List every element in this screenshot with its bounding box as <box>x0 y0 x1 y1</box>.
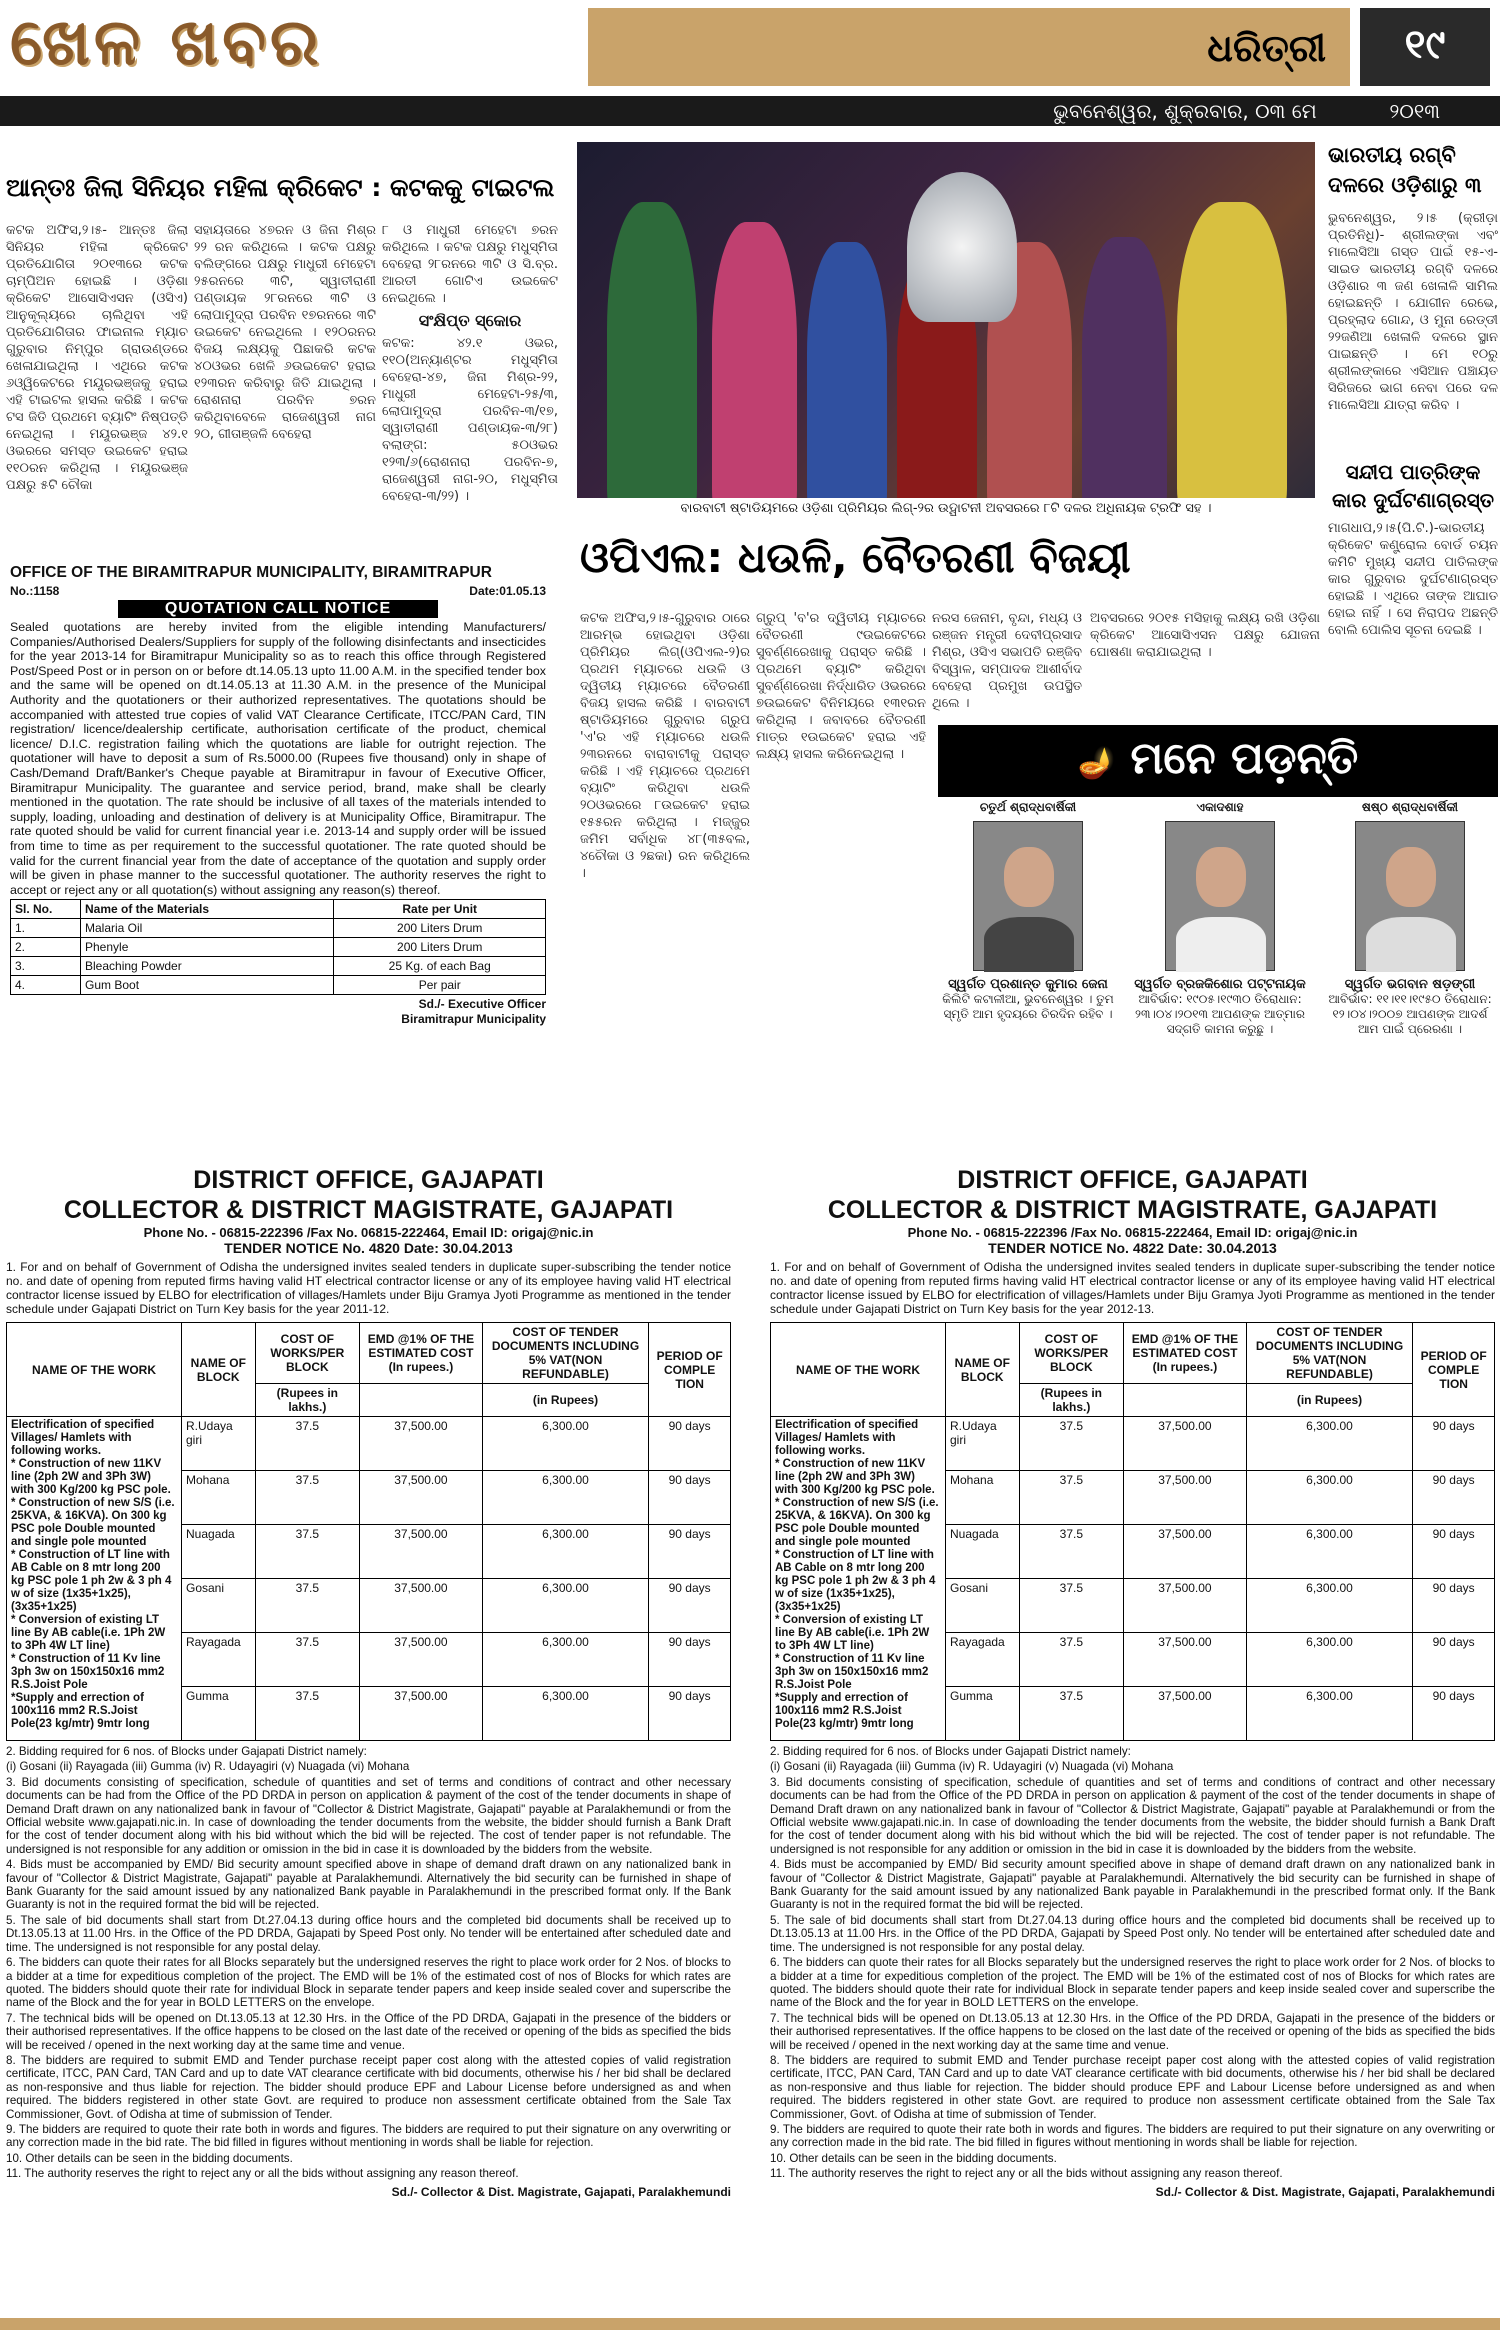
cell: 2. <box>11 938 81 957</box>
portrait-3 <box>1355 821 1465 971</box>
opl-trophy-photo <box>577 142 1315 520</box>
emd-value: 37,500.00 <box>1124 1687 1247 1741</box>
period-value: 90 days <box>1413 1471 1495 1525</box>
tender-notice-right <box>770 1165 1495 2315</box>
period-value: 90 days <box>1413 1525 1495 1579</box>
cell: Malaria Oil <box>81 919 334 938</box>
cost-value: 37.5 <box>1019 1471 1124 1525</box>
doc-cost-value: 6,300.00 <box>1246 1417 1413 1471</box>
emd-value: 37,500.00 <box>360 1633 483 1687</box>
obit-2-body: ଆବିର୍ଭାବ: ୧୯୦୫।୧୯୩୦ ତିରୋଧାନ: ୨୩।୦୪।୨୦୧୩ ଆପଣଙ୍କ ଆତ୍ମାର ସଦ୍‌ଗତି କାମନା କରୁଛୁ । <box>1134 992 1305 1036</box>
doc-cost-value: 6,300.00 <box>1246 1687 1413 1741</box>
rugby-headline: ଭାରତୀୟ ରଗ୍‌ବି ଦଳରେ ଓଡ଼ିଶାରୁ ୩ <box>1328 143 1482 197</box>
accident-headline: ସନ୍ଦୀପ ପାତ୍ରିଙ୍କ କାର ଦୁର୍ଘଟଣାଗ୍ରସ୍ତ <box>1331 460 1495 512</box>
cost-value: 37.5 <box>255 1687 360 1741</box>
quotation-call-notice: QUOTATION CALL NOTICE <box>118 600 438 618</box>
memorial-title: ମନେ ପଡ଼ନ୍ତି <box>1130 733 1359 784</box>
section-brand: ଖେଳ ଖବର <box>10 6 323 80</box>
doc-cost-value: 6,300.00 <box>482 1687 649 1741</box>
tender-intro: 1. For and on behalf of Government of Odisha the undersigned invites sealed tenders in duplicate super-subscribing the tender notice no. and date of opening from reputed firms having valid HT electrical contractor license or any of its employee having valid HT electrical contractor license issued by ELBO for electrification of villages/Hamlets under Biju Gramya Jyoti Programme as mentioned in the tender schedule under Gajapati District on Turn Key basis for the year 2012-13. <box>770 1260 1495 1316</box>
tender-clause: (i) Gosani (ii) Rayagada (iii) Gumma (iv) R. Udayagiri (v) Nuagada (vi) Mohana <box>770 1760 1174 1774</box>
cell: Phenyle <box>81 938 334 957</box>
tender-clause: 11. The authority reserves the right to reject any or all the bids without assigning any reason thereof. <box>770 2167 1283 2181</box>
tender-clause: 9. The bidders are required to quote their rate both in words and figures. The bidders are required to put their signature on any overwriting or any correction made in the bid rate. The bid filled in figures without mentioning in words shall be liable for rejection. <box>6 2122 731 2150</box>
th-work: NAME OF THE WORK <box>7 1323 182 1417</box>
tender-clauses <box>6 1745 731 2181</box>
tender-table <box>770 1322 1495 1741</box>
period-value: 90 days <box>1413 1417 1495 1471</box>
cost-value: 37.5 <box>1019 1687 1124 1741</box>
tender-clause: 3. Bid documents consisting of specification, schedule of quantities and set of terms and conditions of contract and other necessary documents can be had from the Office of the PD DRDA in person on application & payment of the cost of the tender documents in shape of Demand Draft drawn on any nationalized bank in favour of "Collector & District Magistrate, Gajapati" payable at Paralakhemundi or from the Official website www.gajapati.nic.in. In case of downloading the tender documents from the website, the bidder should furnish a Bank Draft for the cost of tender document along with his bid without which the bid will be rejected. The cost of tender paper is not refundable. The undersigned is not responsible for any addition or omission in the bid in case it is downloaded by the bidders from the website. <box>6 1775 731 1856</box>
masthead <box>0 0 1500 102</box>
quotation-body: Sealed quotations are hereby invited from the eligible intending Manufacturers/ Companies/Authorised Dealers/Suppliers for supply of the following disinfectants and insecticides for the year 2013-14 for Biramitrapur Municipality so as to reach this office through Registered Post/Speed Post or in person on or before dt.14.05.13 upto 11.00 A.M. in the specified tender box and the same will be opened on dt.14.05.13 at 11.30 A.M. in the presence of the Municipal Authority and the quotationers or their authorized representatives. The quotations should be accompanied with attested true copies of valid VAT Clearance Certificate, ITCC/PAN Card, TIN registration/ licence/dealership certificate, authorisation certificate of the product, chemical licence/ D.I.C. registration failing which the quotations are liable for outright rejection. The quotationer will have to deposit a sum of Rs.5000.00 (Rupees five thousand) only in shape of Cash/Demand Draft/Banker's Cheque payable at Biramitrapur in favour of Executive Officer, Biramitrapur Municipality. The guarantee and service period, brand, make shall be clearly mentioned in the quotation. The rate should be inclusive of all taxes of the materials intended to supply, loading, unloading and destination of delivery is at Municipality Office, Biramitrapur. The rate quoted should be valid for current financial year i.e. 2013-14 and supply order will be issued from time to time as per requirement to the successful quotationer. The rate quoted should be valid for the current financial year from the date of acceptance of the quotation and supply order will be given in phase manner to the successful quotationer. The authority reserves the right to accept or reject any or all quotation(s) without assigning any reason(s) thereof. <box>10 620 546 897</box>
th-material: Name of the Materials <box>81 900 334 919</box>
cricket-headline: ଆନ୍ତଃ ଜିଲା ସିନିୟର ମହିଳା କ୍ରିକେଟ : କଟକକୁ ଟାଇଟଲ <box>6 173 555 202</box>
tender-intro: 1. For and on behalf of Government of Odisha the undersigned invites sealed tenders in duplicate super-subscribing the tender notice no. and date of opening from reputed firms having valid HT electrical contractor license or any of its employee having valid HT electrical contractor license issued by ELBO for electrification of villages/Hamlets under Biju Gramya Jyoti Programme as mentioned in the tender schedule under Gajapati District on Turn Key basis for the year 2011-12. <box>6 1260 731 1316</box>
obit-3-tag: ଷଷ୍ଠ ଶ୍ରାଦ୍ଧବାର୍ଷିକୀ <box>1361 800 1458 814</box>
block-name: Gosani <box>946 1579 1020 1633</box>
block-name: Nuagada <box>946 1525 1020 1579</box>
th-work: NAME OF THE WORK <box>771 1323 946 1417</box>
table-row <box>11 976 546 995</box>
period-value: 90 days <box>649 1471 731 1525</box>
period-value: 90 days <box>1413 1633 1495 1687</box>
tender-signature: Sd./- Collector & Dist. Magistrate, Gajapati, Paralakhemundi <box>391 2184 731 2199</box>
cell: Per pair <box>334 976 546 995</box>
tender-clause: 11. The authority reserves the right to reject any or all the bids without assigning any reason thereof. <box>6 2167 519 2181</box>
table-row <box>11 919 546 938</box>
tender-clause: 10. Other details can be seen in the bidding documents. <box>770 2151 1057 2165</box>
obituary-2 <box>1130 800 1310 1150</box>
tender-clause: 9. The bidders are required to quote their rate both in words and figures. The bidders are required to put their signature on any overwriting or any correction made in the bid rate. The bid filled in figures without mentioning in words shall be liable for rejection. <box>770 2122 1495 2150</box>
tender-authority: COLLECTOR & DISTRICT MAGISTRATE, GAJAPATI <box>827 1196 1438 1224</box>
materials-table <box>10 899 546 995</box>
block-name: Mohana <box>182 1471 256 1525</box>
municipality-title: OFFICE OF THE BIRAMITRAPUR MUNICIPALITY, BIRAMITRAPUR <box>10 564 492 581</box>
emd-value: 37,500.00 <box>360 1525 483 1579</box>
portrait-2 <box>1165 821 1275 971</box>
cost-value: 37.5 <box>1019 1417 1124 1471</box>
block-name: Rayagada <box>182 1633 256 1687</box>
cost-value: 37.5 <box>255 1417 360 1471</box>
tender-clause: 6. The bidders can quote their rates for all Blocks separately but the undersigned reserves the right to place work order for 2 Nos. of blocks to a bidder at a time for expeditious completion of the project. The EMD will be 1% of the estimated cost of nos of Blocks for which rates are quoted. The bidders should quote their rate for individual Block in separate tender papers and keep inside sealed cover and superscribe the name of the Block and the for year in BOLD LETTERS on the envelope. <box>770 1956 1495 2010</box>
tender-clause: 6. The bidders can quote their rates for all Blocks separately but the undersigned reserves the right to place work order for 2 Nos. of blocks to a bidder at a time for expeditious completion of the project. The EMD will be 1% of the estimated cost of nos of Blocks for which rates are quoted. The bidders should quote their rate for individual Block in separate tender papers and keep inside sealed cover and superscribe the name of the Block and the for year in BOLD LETTERS on the envelope. <box>6 1956 731 2010</box>
table-row <box>11 938 546 957</box>
accident-body: ମାଗଧାପ,୨।୫(ପି.ଟି.)-ଭାରତୀୟ କ୍ରିକେଟ କଣ୍ଟ୍ରୋଲ ବୋର୍ଡ ଚୟନ କମିଟି ମୁଖ୍ୟ ସନ୍ଦୀପ ପାତିଲଙ୍କ କାର ଗୁରୁବାର ଦୁର୍ଘଟଣାଗ୍ରସ୍ତ ହୋଇଛି । ଏଥିରେ ତାଙ୍କ ଆଘାତ ହୋଇ ନାହିଁ । ସେ ନିରାପଦ ଅଛନ୍ତି ବୋଲି ପୋଲିସ ସୂଚନା ଦେଇଛି । <box>1328 521 1498 638</box>
emd-value: 37,500.00 <box>1124 1471 1247 1525</box>
period-value: 90 days <box>649 1633 731 1687</box>
emd-value: 37,500.00 <box>360 1687 483 1741</box>
tender-clause: 10. Other details can be seen in the bidding documents. <box>6 2151 293 2165</box>
th-block: NAME OF BLOCK <box>182 1323 256 1417</box>
obit-1-body: କିଲିଟି କଟାଳୀଆ, ଭୁବନେଶ୍ୱର । ତୁମ ସ୍ମୃତି ଆମ ହୃଦୟରେ ଚିରଦିନ ରହିବ । <box>942 992 1114 1021</box>
cost-value: 37.5 <box>1019 1633 1124 1687</box>
tender-signature: Sd./- Collector & Dist. Magistrate, Gajapati, Paralakhemundi <box>1155 2184 1495 2199</box>
cell: 3. <box>11 957 81 976</box>
cell: Bleaching Powder <box>81 957 334 976</box>
obit-3-body: ଆବିର୍ଭାବ: ୧୧।୧୧।୧୯୫୦ ତିରୋଧାନ: ୧୨।୦୪।୨୦୦୭ ଆପଣଙ୍କ ଆଦର୍ଶ ଆମ ପାଇଁ ପ୍ରେରଣା । <box>1328 992 1492 1036</box>
cell: Gum Boot <box>81 976 334 995</box>
doc-cost-value: 6,300.00 <box>482 1417 649 1471</box>
doc-cost-value: 6,300.00 <box>482 1633 649 1687</box>
cell: 4. <box>11 976 81 995</box>
tender-clause: 4. Bids must be accompanied by EMD/ Bid security amount specified above in shape of demand draft drawn on any nationalized bank in favour of "Collector & District Magistrate, Gajapati" payable at Paralakhemundi. Alternatively the bid security can be furnished in shape of Bank Guaranty for the said amount issued by any nationalized Bank payable in Paralakhemundi in the prescribed format only. If the Bank Guaranty is not in the required format the bid will be rejected. <box>6 1858 731 1912</box>
th-period: PERIOD OF COMPLE TION <box>1413 1323 1495 1417</box>
page-number: ୧୯ <box>1360 8 1490 86</box>
th-emd: EMD @1% OF THE ESTIMATED COST (In rupees.) <box>1124 1323 1247 1384</box>
period-value: 90 days <box>1413 1579 1495 1633</box>
doc-cost-value: 6,300.00 <box>1246 1633 1413 1687</box>
th-emd: EMD @1% OF THE ESTIMATED COST (In rupees.) <box>360 1323 483 1384</box>
period-value: 90 days <box>649 1417 731 1471</box>
emd-value: 37,500.00 <box>1124 1633 1247 1687</box>
tender-notice-left <box>6 1165 731 2315</box>
th-doc: COST OF TENDER DOCUMENTS INCLUDING 5% VAT(NON REFUNDABLE) <box>482 1323 649 1384</box>
tender-clause: 7. The technical bids will be opened on Dt.13.05.13 at 12.30 Hrs. in the Office of the PD DRDA, Gajapati in the presence of the bidders or their authorised representatives. If the office happens to be closed on the last date of the received or opening of the bids as specified the bids will be received / opened in the next working day at the same time and venue. <box>770 2011 1495 2052</box>
period-value: 90 days <box>1413 1687 1495 1741</box>
municipality-signature <box>10 997 546 1027</box>
cell: 1. <box>11 919 81 938</box>
notice-number-row <box>10 584 546 598</box>
signature-line-2: Biramitrapur Municipality <box>401 1012 546 1027</box>
dateline-text: ଭୁବନେଶ୍ୱର, ଶୁକ୍ରବାର, ୦୩ ମେ <box>1053 99 1317 123</box>
emd-value: 37,500.00 <box>360 1417 483 1471</box>
doc-cost-value: 6,300.00 <box>1246 1525 1413 1579</box>
obit-2-name: ସ୍ୱର୍ଗତ ବ୍ରଜକିଶୋର ପଟ୍ଟନାୟକ <box>1134 977 1306 992</box>
th-rate: Rate per Unit <box>334 900 546 919</box>
cricket-col-2: ସହାୟତାରେ ୪୭ରନ ଓ ଜିନା ମିଶ୍ର ୨୨ ରନ କରିଥିଲେ । କଟକ ପକ୍ଷରୁ ବଲିଙ୍ଗରେ ପକ୍ଷରୁ ମାଧୁରୀ ମେହେଟା ୨୫ରନରେ ୩ଟି, ସ୍ୱାତୀରାଣୀ ପଣ୍ଡାୟକ ୨୮ରନରେ ୩ଟି ଓ ଲୋପାମୁଦ୍ରା ପରବିନ ୧୭ରନରେ ୩ଟି ଉଇକେଟ ନେଇଥିଲେ । ୧୨୦ରନର ବିଜୟ ଲକ୍ଷ୍ୟକୁ ପିଛାକରି କଟକ ୪୦ଓଭର ଖେଳି ୬ଉଇକେଟ ହରାଇ ୧୨୩ରନ କରିବାରୁ ଜିତି ଯାଇଥିଲା । ରୋଶନାରା ପରବିନ ୭ରନ କରିଥିବାବେଳେ ରାଜେଶ୍ୱରୀ ନାଗ ୨୦, ଗୀତାଞ୍ଜଳି ବେହେରା <box>194 223 376 442</box>
emd-value: 37,500.00 <box>360 1579 483 1633</box>
emd-value: 37,500.00 <box>360 1471 483 1525</box>
tender-contact: Phone No. - 06815-222396 /Fax No. 06815-222464, Email ID: origaj@nic.in <box>907 1225 1358 1240</box>
cost-value: 37.5 <box>255 1633 360 1687</box>
dateline-year: ୨୦୧୩ <box>1389 99 1440 123</box>
tender-clause: 2. Bidding required for 6 nos. of Blocks under Gajapati District namely: <box>770 1745 1131 1758</box>
obit-3-name: ସ୍ୱର୍ଗତ ଭଗବାନ ଷଡ଼ଙ୍ଗୀ <box>1344 977 1476 992</box>
block-name: Mohana <box>946 1471 1020 1525</box>
notice-number: No.:1158 <box>10 584 60 598</box>
tender-table <box>6 1322 731 1741</box>
tender-clause: 2. Bidding required for 6 nos. of Blocks under Gajapati District namely: <box>6 1745 367 1758</box>
tender-office: DISTRICT OFFICE, GAJAPATI <box>193 1166 544 1194</box>
cricket-col-3: ୮ ଓ ମାଧୁରୀ ମେହେଟା ୭ରନ କରିଥିଲେ । କଟକ ପକ୍ଷରୁ ମଧୁସ୍ମିତା ବେହେରା ୨୮ରନରେ ୩ଟି ଓ ସି.ବ୍ର. ଆରତୀ ଗୋଟିଏ ଉଇକେଟ ନେଇଥିଲେ । <box>382 223 558 306</box>
tender-clause: 8. The bidders are required to submit EMD and Tender purchase receipt paper cost along with the attested copies of valid registration certificate, ITCC, PAN Card, TAN Card and up to date VAT clearance certificate with bid documents, otherwise his / her bid shall be declared as non-responsive and thus liable for rejection. The bidder should produce EPF and Labour License before undersigned as and when required. The bidders registered in other state Govt. are required to produce non assessment certificate obtained from the Sale Tax Commissioner, Govt. of Odisha at time of submission of Tender. <box>6 2053 731 2121</box>
tender-office: DISTRICT OFFICE, GAJAPATI <box>957 1166 1308 1194</box>
memorial-banner <box>938 725 1498 797</box>
block-name: Gumma <box>946 1687 1020 1741</box>
municipality-notice <box>4 560 552 1152</box>
cell: 200 Liters Drum <box>334 919 546 938</box>
tender-clause: 3. Bid documents consisting of specification, schedule of quantities and set of terms and conditions of contract and other necessary documents can be had from the Office of the PD DRDA in person on application & payment of the cost of the tender documents in shape of Demand Draft drawn on any nationalized bank in favour of "Collector & District Magistrate, Gajapati" payable at Paralakhemundi or from the Official website www.gajapati.nic.in. In case of downloading the tender documents from the website, the bidder should furnish a Bank Draft for the cost of tender document along with his bid without which the bid will be rejected. The cost of tender paper is not refundable. The undersigned is not responsible for any addition or omission in the bid in case it is downloaded by the bidders from the website. <box>770 1775 1495 1856</box>
cell: 200 Liters Drum <box>334 938 546 957</box>
newspaper-name: ଧରିତ୍ରୀ <box>588 8 1350 86</box>
trophy <box>907 172 1017 322</box>
doc-cost-value: 6,300.00 <box>482 1471 649 1525</box>
opl-headline: ଓପିଏଲ: ଧଉଳି, ବୈତରଣୀ ବିଜୟୀ <box>580 533 1131 582</box>
work-description: Electrification of specified Villages/ Hamlets with following works. * Construction of new 11KV line (2ph 2W and 3Ph 3W) with 300 Kg/200 kg PSC pole. * Construction of new S/S (i.e. 25KVA, & 16KVA). On 300 kg PSC pole Double mounted and single pole mounted * Construction of LT line with AB Cable on 8 mtr long 200 kg PSC pole 1 ph 2w & 3 ph 4 w of size (1x35+1x25),(3x35+1x25) * Conversion of existing LT line By AB cable(i.e. 1Ph 2W to 3Ph 4W LT line) * Construction of 11 Kv line 3ph 3w on 150x150x16 mm2 R.S.Joist Pole *Supply and errection of 100x116 mm2 R.S.Joist Pole(23 kg/mtr) 9mtr long <box>771 1417 946 1741</box>
tender-clause: 5. The sale of bid documents shall start from Dt.27.04.13 during office hours and the completed bid documents shall be received up to Dt.13.05.13 at 11.00 Hrs. in the Office of the PD DRDA, Gajapati by Speed Post only. No tender will be entertained after scheduled date and time. The undersigned is not responsible for any postal delay. <box>770 1913 1495 1954</box>
block-name: Rayagada <box>946 1633 1020 1687</box>
th-slno: Sl. No. <box>11 900 81 919</box>
notice-date: Date:01.05.13 <box>469 584 546 598</box>
tender-notice-no: TENDER NOTICE No. 4822 Date: 30.04.2013 <box>988 1240 1277 1256</box>
block-name: Gumma <box>182 1687 256 1741</box>
photo-caption: ବାରବାଟୀ ଷ୍ଟାଡିୟମରେ ଓଡ଼ିଶା ପ୍ରିମିୟର ଲିଗ୍-୨ର ଉଦ୍ଘାଟନୀ ଅବସରରେ ୮ଟି ଦଳର ଅଧିନାୟକ ଟ୍ରଫି ସହ । <box>577 498 1315 520</box>
cost-value: 37.5 <box>255 1579 360 1633</box>
obit-2-tag: ଏକାଦଶାହ <box>1196 800 1244 814</box>
tender-clause: 4. Bids must be accompanied by EMD/ Bid security amount specified above in shape of demand draft drawn on any nationalized bank in favour of "Collector & District Magistrate, Gajapati" payable at Paralakhemundi. Alternatively the bid security can be furnished in shape of Bank Guaranty for the said amount issued by any nationalized Bank payable in Paralakhemundi in the prescribed format only. If the Bank Guaranty is not in the required format the bid will be rejected. <box>770 1858 1495 1912</box>
opl-col-2: ଗ୍ରୁପ୍ 'ବ'ର ଦ୍ୱିତୀୟ ମ୍ୟାଚରେ ବୈତରଣୀ ୯ଉଇକେଟରେ ସୁବର୍ଣ୍ଣରେଖାକୁ ପରାସ୍ତ କରିଛି । ପ୍ରଥମେ ବ୍ୟାଟିଂ କରିଥିବା ସୁବର୍ଣ୍ଣରେଖା ନିର୍ଦ୍ଧାରିତ ଓଭରରେ ୭ଉଇକେଟ ବିନିମୟରେ ୧୩୧ରନ କରିଥିଲା । ଜବାବରେ ବୈତରଣୀ ମାତ୍ର ୧ଉଇକେଟ ହରାଇ ଏହି ଲକ୍ଷ୍ୟ ହାସଲ କରିନେଇଥିଲା । <box>756 611 926 762</box>
tender-notice-no: TENDER NOTICE No. 4820 Date: 30.04.2013 <box>224 1240 513 1256</box>
tender-clauses <box>770 1745 1495 2181</box>
th-doc: COST OF TENDER DOCUMENTS INCLUDING 5% VAT(NON REFUNDABLE) <box>1246 1323 1413 1384</box>
th-cost: COST OF WORKS/PER BLOCK <box>255 1323 360 1384</box>
cost-value: 37.5 <box>1019 1525 1124 1579</box>
opl-col-4: ଅବସରରେ ୨୦୧୫ ମସିହାକୁ ଲକ୍ଷ୍ୟ ରଖି ଓଡ଼ିଶା କ୍ରିକେଟ ଆସୋସିଏସନ ପକ୍ଷରୁ ଯୋଜନା ଘୋଷଣା କରାଯାଇଥିଲା । <box>1090 611 1320 660</box>
th-period: PERIOD OF COMPLE TION <box>649 1323 731 1417</box>
doc-cost-value: 6,300.00 <box>1246 1579 1413 1633</box>
emd-value: 37,500.00 <box>1124 1417 1247 1471</box>
th-cost-unit: (Rupees in lakhs.) <box>1019 1384 1124 1417</box>
th-emd-unit <box>1124 1384 1247 1417</box>
tender-clause: (i) Gosani (ii) Rayagada (iii) Gumma (iv) R. Udayagiri (v) Nuagada (vi) Mohana <box>6 1760 410 1774</box>
table-row <box>7 1417 731 1471</box>
block-name: Nuagada <box>182 1525 256 1579</box>
obituary-3 <box>1322 800 1498 1150</box>
emd-value: 37,500.00 <box>1124 1525 1247 1579</box>
emd-value: 37,500.00 <box>1124 1579 1247 1633</box>
doc-cost-value: 6,300.00 <box>482 1579 649 1633</box>
table-row <box>11 957 546 976</box>
obituary-1 <box>938 800 1118 1150</box>
th-doc-unit: (in Rupees) <box>482 1384 649 1417</box>
block-name: R.Udaya giri <box>946 1417 1020 1471</box>
tender-clause: 8. The bidders are required to submit EMD and Tender purchase receipt paper cost along with the attested copies of valid registration certificate, ITCC, PAN Card, TAN Card and up to date VAT clearance certificate with bid documents, otherwise his / her bid shall be declared as non-responsive and thus liable for rejection. The bidder should produce EPF and Labour License before undersigned as and when required. The bidders registered in other state Govt. are required to produce non assessment certificate obtained from the Sale Tax Commissioner, Govt. of Odisha at time of submission of Tender. <box>770 2053 1495 2121</box>
cricket-col-1: କଟକ ଅଫିସ,୨।୫- ଆନ୍ତଃ ଜିଲା ସିନିୟର ମହିଳା କ୍ରିକେଟ ପ୍ରତିଯୋଗିତା ୨୦୧୩ରେ କଟକ ଚାମ୍ପିଅନ ହୋଇଛି । ଓଡ଼ିଶା କ୍ରିକେଟ ଆସୋସିଏସନ (ଓସିଏ) ଆନୁକୂଲ୍ୟରେ ଚାଲିଥିବା ଏହି ପ୍ରତିଯୋଗିତାର ଫାଇନାଲ ମ୍ୟାଚ ଗୁରୁବାର ନିମ୍ପୁର ଗ୍ରାଉଣ୍ଡରେ ଖେଳାଯାଇଥିଲା । ଏଥିରେ କଟକ ୬ଓ୍ୱିକେଟରେ ମୟୂରଭଞ୍ଜକୁ ହରାଇ ଏହି ଟାଇଟଲ ହାସଲ କରିଛି । କଟକ ଟସ ଜିତି ପ୍ରଥମେ ବ୍ୟାଟିଂ ନିଷ୍ପତ୍ତି ନେଇଥିଲା । ମୟୂରଭଞ୍ଜ ୪୨.୧ ଓଭରରେ ସମସ୍ତ ଉଇକେଟ ହରାଇ ୧୧୦ରନ କରିଥିଲା । ମୟୂରଭଞ୍ଜ ପକ୍ଷରୁ ୫ଟି ଚୌକା <box>6 223 188 493</box>
cell: 25 Kg. of each Bag <box>334 957 546 976</box>
opl-col-3: ନରସ ଜେନାମ, ବୃନ୍ଦା, ମଧ୍ୟ ଓ ରଞ୍ଜନ ମନ୍ତ୍ରୀ ଦେବୀପ୍ରସାଦ ମିଶ୍ର, ଓସିଏ ସଭାପତି ରଞ୍ଜିବ ବିସ୍ୱାଳ, ସମ୍ପାଦକ ଆଶୀର୍ବାଦ ବେହେରା ପ୍ରମୁଖ ଉପସ୍ଥିତ ଥିଲେ । <box>932 611 1082 711</box>
th-doc-unit: (in Rupees) <box>1246 1384 1413 1417</box>
tender-contact: Phone No. - 06815-222396 /Fax No. 06815-222464, Email ID: origaj@nic.in <box>143 1225 594 1240</box>
period-value: 90 days <box>649 1525 731 1579</box>
dateline <box>0 96 1500 126</box>
footer-bar <box>0 2318 1500 2330</box>
doc-cost-value: 6,300.00 <box>482 1525 649 1579</box>
tender-authority: COLLECTOR & DISTRICT MAGISTRATE, GAJAPATI <box>63 1196 674 1224</box>
period-value: 90 days <box>649 1687 731 1741</box>
th-cost: COST OF WORKS/PER BLOCK <box>1019 1323 1124 1384</box>
work-description: Electrification of specified Villages/ Hamlets with following works. * Construction of new 11KV line (2ph 2W and 3Ph 3W) with 300 Kg/200 kg PSC pole. * Construction of new S/S (i.e. 25KVA, & 16KVA). On 300 kg PSC pole Double mounted and single pole mounted * Construction of LT line with AB Cable on 8 mtr long 200 kg PSC pole 1 ph 2w & 3 ph 4 w of size (1x35+1x25),(3x35+1x25) * Conversion of existing LT line By AB cable(i.e. 1Ph 2W to 3Ph 4W LT line) * Construction of 11 Kv line 3ph 3w on 150x150x16 mm2 R.S.Joist Pole *Supply and errection of 100x116 mm2 R.S.Joist Pole(23 kg/mtr) 9mtr long <box>7 1417 182 1741</box>
th-block: NAME OF BLOCK <box>946 1323 1020 1417</box>
obit-1-name: ସ୍ୱର୍ଗତ ପ୍ରଶାନ୍ତ କୁମାର ଜେନା <box>948 977 1108 992</box>
obit-1-tag: ଚତୁର୍ଥ ଶ୍ରାଦ୍ଧବାର୍ଷିକୀ <box>979 800 1077 814</box>
score-text: କଟକ: ୪୨.୧ ଓଭର, ୧୧୦(ଅନ୍ୟାଣ୍ଟର ମଧୁସ୍ମିତା ବେହେରା-୪୭, ଜିନା ମିଶ୍ର-୨୨, ମାଧୁରୀ ମେହେଟା-୨୫/୩, ଲୋପାମୁଦ୍ରା ପରବିନ-୩/୧୭, ସ୍ୱାତୀରାଣୀ ପଣ୍ଡାୟକ-୩/୨୮) ବଲାଙ୍ଗ: ୫୦ଓଭର ୧୨୩/୬(ରୋଶନାରା ପରବିନ-୭, ରାଜେଶ୍ୱରୀ ନାଗ-୨୦, ମଧୁସ୍ମିତା ବେହେରା-୩/୨୨) । <box>382 336 558 504</box>
tender-clause: 7. The technical bids will be opened on Dt.13.05.13 at 12.30 Hrs. in the Office of the PD DRDA, Gajapati in the presence of the bidders or their authorised representatives. If the office happens to be closed on the last date of the received or opening of the bids as specified the bids will be received / opened in the next working day at the same time and venue. <box>6 2011 731 2052</box>
cost-value: 37.5 <box>255 1471 360 1525</box>
cost-value: 37.5 <box>1019 1579 1124 1633</box>
table-row <box>771 1417 1495 1471</box>
period-value: 90 days <box>649 1579 731 1633</box>
lamp-icon: 🪔 <box>1077 746 1116 781</box>
cost-value: 37.5 <box>255 1525 360 1579</box>
th-cost-unit: (Rupees in lakhs.) <box>255 1384 360 1417</box>
doc-cost-value: 6,300.00 <box>1246 1471 1413 1525</box>
block-name: Gosani <box>182 1579 256 1633</box>
portrait-1 <box>973 821 1083 971</box>
score-subhead: ସଂକ୍ଷିପ୍ତ ସ୍କୋର <box>418 311 522 330</box>
th-emd-unit <box>360 1384 483 1417</box>
block-name: R.Udaya giri <box>182 1417 256 1471</box>
tender-clause: 5. The sale of bid documents shall start from Dt.27.04.13 during office hours and the completed bid documents shall be received up to Dt.13.05.13 at 11.00 Hrs. in the Office of the PD DRDA, Gajapati by Speed Post only. No tender will be entertained after scheduled date and time. The undersigned is not responsible for any postal delay. <box>6 1913 731 1954</box>
cricket-col-3-wrap <box>382 222 558 557</box>
opl-col-1: କଟକ ଅଫିସ,୨।୫-ଗୁରୁବାର ଠାରେ ଆରମ୍ଭ ହୋଇଥିବା ଓଡ଼ିଶା ପ୍ରିମିୟର ଲିଗ୍(ଓପିଏଲ-୨)ର ପ୍ରଥମ ମ୍ୟାଚରେ ଧଉଳି ଓ ଦ୍ୱିତୀୟ ମ୍ୟାଚରେ ବୈତରଣୀ ବିଜୟ ହାସଲ କରିଛି । ବାରବାଟୀ ଷ୍ଟାଡିୟମରେ ଗୁରୁବାର ଗ୍ରୁପ 'ଏ'ର ଏହି ମ୍ୟାଚରେ ଧଉଳି ୨୩ରନରେ ବାରାବାଟୀକୁ ପରାସ୍ତ କରିଛି । ଏହି ମ୍ୟାଚରେ ପ୍ରଥମେ ବ୍ୟାଟିଂ କରିଥିବା ଧଉଳି ୨୦ଓଭରରେ ୮ଉଇକେଟ ହରାଇ ୧୫୫ରନ କରିଥିଲା । ମଜ୍ଜୁର ଜମିମ ସର୍ବାଧିକ ୪୮(୩୫ବଲ, ୪ଚୌକା ଓ ୨ଛକା) ରନ କରିଥିଲେ । <box>580 611 750 881</box>
signature-line-1: Sd./- Executive Officer <box>418 997 546 1012</box>
rugby-body: ଭୁବନେଶ୍ୱର, ୨।୫ (କ୍ରୀଡ଼ା ପ୍ରତିନିଧି)- ଶ୍ରୀଲଙ୍କା ଏବଂ ମାଲେସିଆ ଗସ୍ତ ପାଇଁ ୧୫-ଏ-ସାଇଡ ଭାରତୀୟ ରଗ୍‌ବି ଦଳରେ ଓଡ଼ିଶାର ୩ ଜଣ ଖେଳାଳି ସାମିଲ ହୋଇଛନ୍ତି । ଯୋଗୀନ ରେଭେ, ପ୍ରହ୍ଲାଦ ଗୋନ୍ଦ, ଓ ମୁନା ରେଡ୍ଡୀ ୨୨ଜଣିଆ ଖେଳାଳି ଦଳରେ ସ୍ଥାନ ପାଇଛନ୍ତି । ମେ ୧୦ରୁ ଶ୍ରୀଲଙ୍କାରେ ଏସିଆନ ପଞ୍ଚାୟତ ସିରିଜରେ ଭାଗ ନେବା ପରେ ଦଳ ମାଲେସିଆ ଯାତ୍ରା କରିବ । <box>1328 211 1498 413</box>
